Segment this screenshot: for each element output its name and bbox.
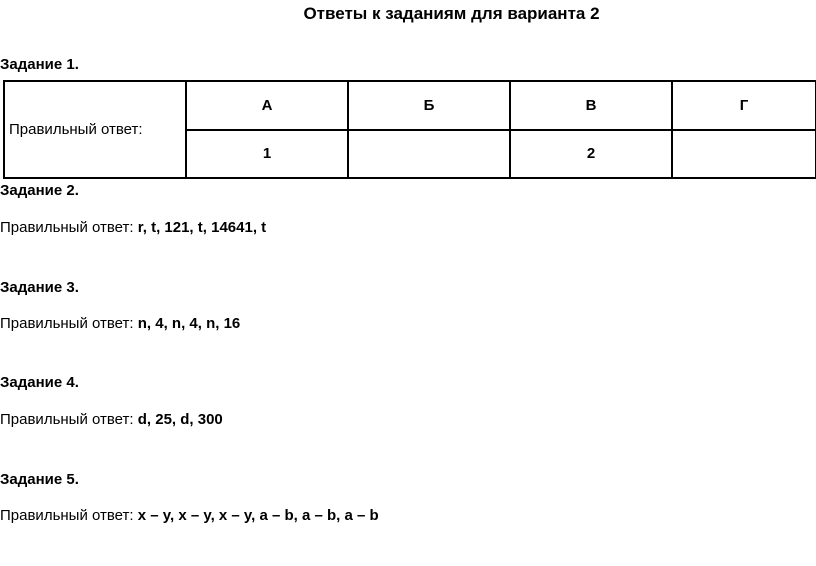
answer-value: d, 25, d, 300 bbox=[137, 411, 223, 428]
answer-value: r, t, 121, t, 14641, t bbox=[137, 219, 267, 236]
answer-cell-b bbox=[348, 130, 510, 179]
header-cell-g: Г bbox=[672, 81, 816, 130]
task1-title: Задание 1. bbox=[0, 56, 79, 73]
task3-title: Задание 3. bbox=[0, 279, 79, 296]
answer-label: Правильный ответ: bbox=[0, 315, 134, 332]
answer-cell-v: 2 bbox=[510, 130, 672, 179]
row-label-cell: Правильный ответ: bbox=[4, 81, 186, 178]
answer-value: n, 4, n, 4, n, 16 bbox=[137, 315, 241, 332]
task2-answer bbox=[0, 219, 266, 236]
page-title: Ответы к заданиям для варианта 2 bbox=[303, 4, 600, 23]
answer-label: Правильный ответ: bbox=[0, 219, 134, 236]
task1-answer-table bbox=[3, 80, 816, 179]
task5-title: Задание 5. bbox=[0, 471, 79, 488]
task3-answer bbox=[0, 315, 240, 332]
header-cell-a: А bbox=[186, 81, 348, 130]
header-cell-b: Б bbox=[348, 81, 510, 130]
answer-cell-g bbox=[672, 130, 816, 179]
task4-answer bbox=[0, 411, 223, 428]
answer-label: Правильный ответ: bbox=[0, 411, 134, 428]
answer-cell-a: 1 bbox=[186, 130, 348, 179]
header-cell-v: В bbox=[510, 81, 672, 130]
table-header-row bbox=[4, 81, 816, 130]
answer-value: x – y, x – y, x – y, a – b, a – b, a – b bbox=[137, 507, 379, 524]
task4-title: Задание 4. bbox=[0, 374, 79, 391]
answer-label: Правильный ответ: bbox=[0, 507, 134, 524]
task2-title: Задание 2. bbox=[0, 182, 79, 199]
task5-answer bbox=[0, 507, 379, 524]
